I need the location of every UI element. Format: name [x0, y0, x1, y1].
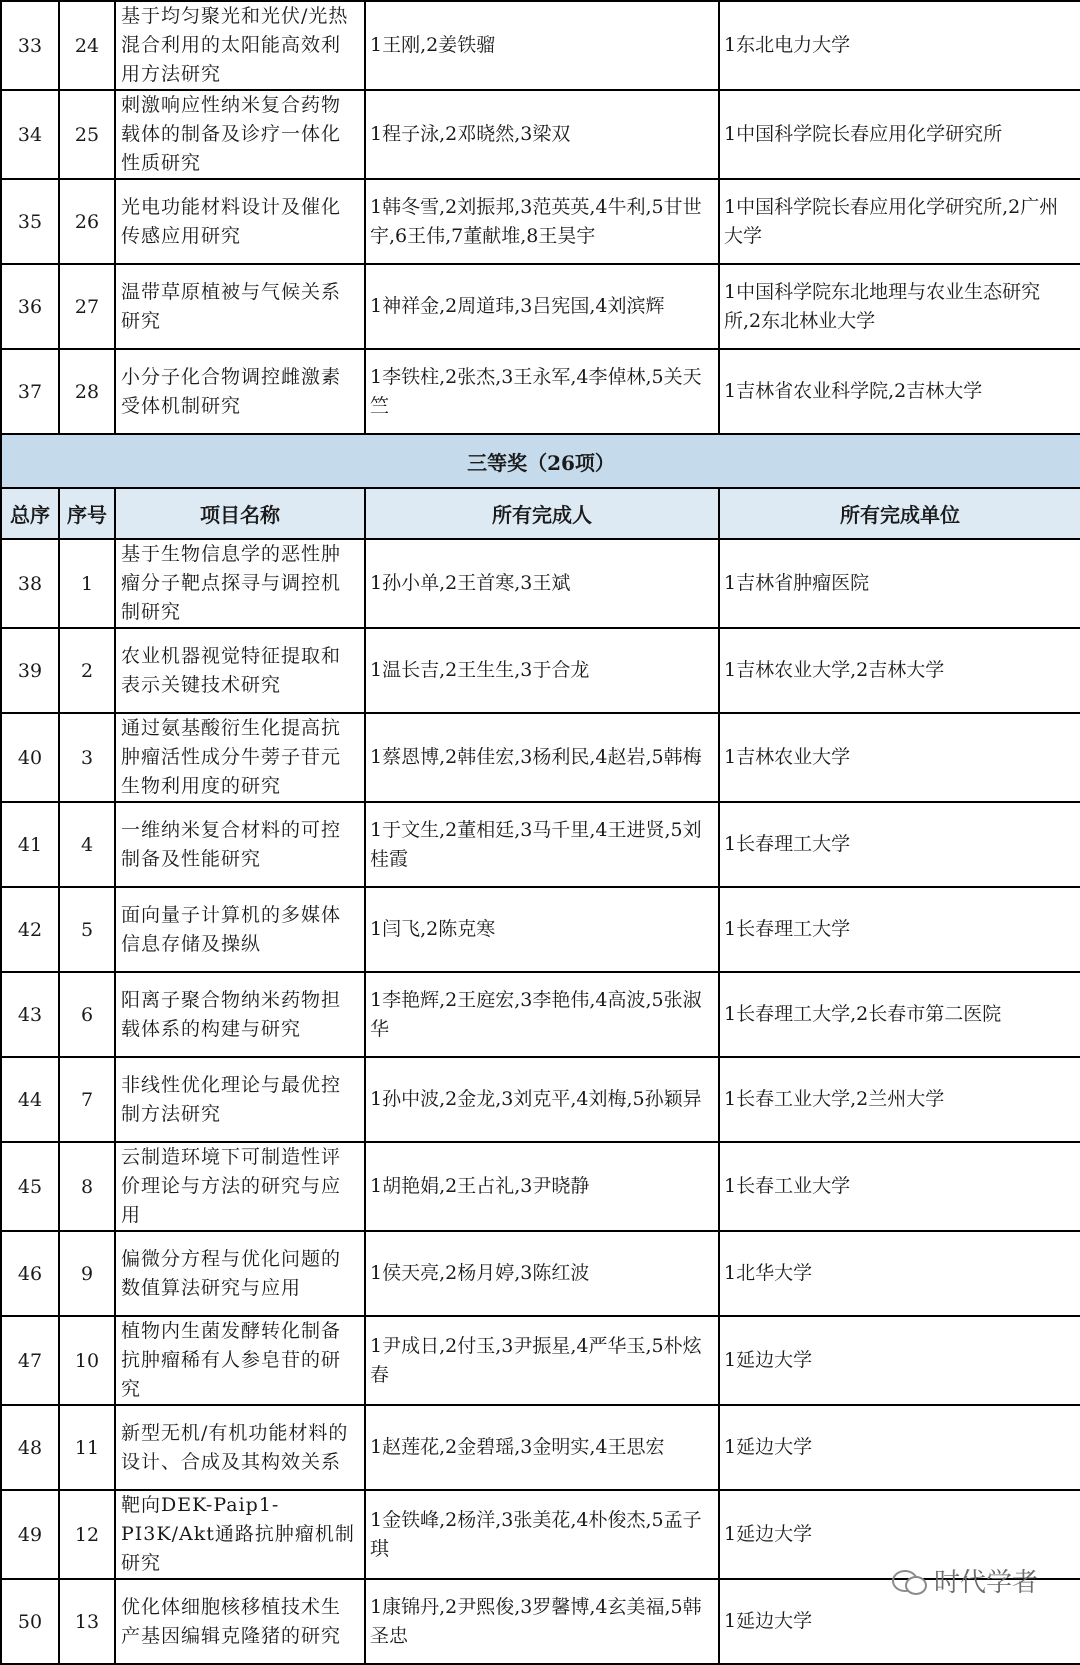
cell-people: 1蔡恩博,2韩佳宏,3杨利民,4赵岩,5韩梅 — [365, 713, 719, 802]
header-seq: 序号 — [59, 488, 115, 539]
table-body-top — [1, 1, 1080, 434]
cell-people: 1王刚,2姜铁骝 — [365, 1, 719, 90]
cell-people: 1于文生,2董相廷,3马千里,4王进贤,5刘桂霞 — [365, 802, 719, 887]
table-row — [1, 90, 1080, 179]
table-row — [1, 628, 1080, 713]
cell-people: 1康锦丹,2尹熙俊,3罗馨博,4玄美福,5韩圣忠 — [365, 1579, 719, 1664]
cell-seq: 5 — [59, 887, 115, 972]
watermark-text: 时代学者 — [933, 1568, 1038, 1598]
cell-total: 35 — [1, 179, 59, 264]
cell-seq: 26 — [59, 179, 115, 264]
cell-project-name: 优化体细胞核移植技术生产基因编辑克隆猪的研究 — [115, 1579, 365, 1664]
cell-org: 1长春理工大学 — [719, 802, 1080, 887]
header-people: 所有完成人 — [365, 488, 719, 539]
cell-total: 41 — [1, 802, 59, 887]
cell-org: 1长春工业大学,2兰州大学 — [719, 1057, 1080, 1142]
cell-seq: 6 — [59, 972, 115, 1057]
cell-org: 1中国科学院长春应用化学研究所 — [719, 90, 1080, 179]
cell-seq: 13 — [59, 1579, 115, 1664]
table-section — [1, 434, 1080, 539]
cell-total: 40 — [1, 713, 59, 802]
cell-total: 47 — [1, 1316, 59, 1405]
cell-total: 36 — [1, 264, 59, 349]
cell-project-name: 温带草原植被与气候关系研究 — [115, 264, 365, 349]
cell-org: 1长春工业大学 — [719, 1142, 1080, 1231]
cell-people: 1闫飞,2陈克寒 — [365, 887, 719, 972]
cell-total: 33 — [1, 1, 59, 90]
cell-org: 1延边大学 — [719, 1579, 1080, 1664]
cell-project-name: 面向量子计算机的多媒体信息存储及操纵 — [115, 887, 365, 972]
cell-org: 1东北电力大学 — [719, 1, 1080, 90]
table-row — [1, 264, 1080, 349]
section-row — [1, 434, 1080, 488]
cell-people: 1孙小单,2王首寒,3王斌 — [365, 539, 719, 628]
cell-people: 1神祥金,2周道玮,3吕宪国,4刘滨辉 — [365, 264, 719, 349]
cell-org: 1北华大学 — [719, 1231, 1080, 1316]
cell-total: 44 — [1, 1057, 59, 1142]
cell-seq: 1 — [59, 539, 115, 628]
cell-project-name: 光电功能材料设计及催化传感应用研究 — [115, 179, 365, 264]
table-row — [1, 1057, 1080, 1142]
wechat-icon — [892, 1568, 926, 1594]
cell-org: 1长春理工大学,2长春市第二医院 — [719, 972, 1080, 1057]
cell-people: 1李艳辉,2王庭宏,3李艳伟,4高波,5张淑华 — [365, 972, 719, 1057]
cell-seq: 25 — [59, 90, 115, 179]
watermark — [892, 1562, 1038, 1599]
cell-seq: 4 — [59, 802, 115, 887]
section-title: 三等奖（26项） — [1, 434, 1080, 488]
cell-seq: 27 — [59, 264, 115, 349]
table-row — [1, 887, 1080, 972]
table-row — [1, 972, 1080, 1057]
cell-org: 1吉林省肿瘤医院 — [719, 539, 1080, 628]
table-row — [1, 713, 1080, 802]
cell-total: 39 — [1, 628, 59, 713]
cell-org: 1延边大学 — [719, 1405, 1080, 1490]
cell-total: 50 — [1, 1579, 59, 1664]
cell-total: 38 — [1, 539, 59, 628]
cell-project-name: 刺激响应性纳米复合药物载体的制备及诊疗一体化性质研究 — [115, 90, 365, 179]
cell-people: 1温长吉,2王生生,3于合龙 — [365, 628, 719, 713]
cell-seq: 2 — [59, 628, 115, 713]
cell-org: 1中国科学院东北地理与农业生态研究所,2东北林业大学 — [719, 264, 1080, 349]
cell-org: 1延边大学 — [719, 1316, 1080, 1405]
cell-seq: 24 — [59, 1, 115, 90]
cell-project-name: 新型无机/有机功能材料的设计、合成及其构效关系 — [115, 1405, 365, 1490]
cell-project-name: 基于均匀聚光和光伏/光热混合利用的太阳能高效利用方法研究 — [115, 1, 365, 90]
cell-org: 1吉林农业大学,2吉林大学 — [719, 628, 1080, 713]
cell-seq: 11 — [59, 1405, 115, 1490]
header-row — [1, 488, 1080, 539]
cell-project-name: 非线性优化理论与最优控制方法研究 — [115, 1057, 365, 1142]
cell-people: 1胡艳娟,2王占礼,3尹晓静 — [365, 1142, 719, 1231]
cell-org: 1延边大学 — [719, 1490, 1080, 1579]
cell-org: 1长春理工大学 — [719, 887, 1080, 972]
cell-seq: 8 — [59, 1142, 115, 1231]
cell-seq: 12 — [59, 1490, 115, 1579]
cell-people: 1赵莲花,2金碧瑶,3金明实,4王思宏 — [365, 1405, 719, 1490]
header-org: 所有完成单位 — [719, 488, 1080, 539]
table-row — [1, 802, 1080, 887]
cell-total: 42 — [1, 887, 59, 972]
cell-project-name: 阳离子聚合物纳米药物担载体系的构建与研究 — [115, 972, 365, 1057]
table-row — [1, 179, 1080, 264]
cell-people: 1程子泳,2邓晓然,3梁双 — [365, 90, 719, 179]
header-name: 项目名称 — [115, 488, 365, 539]
cell-people: 1孙中波,2金龙,3刘克平,4刘梅,5孙颖异 — [365, 1057, 719, 1142]
cell-people: 1金铁峰,2杨洋,3张美花,4朴俊杰,5孟子琪 — [365, 1490, 719, 1579]
cell-total: 49 — [1, 1490, 59, 1579]
table-body-bottom — [1, 539, 1080, 1664]
table-row — [1, 1142, 1080, 1231]
cell-project-name: 基于生物信息学的恶性肿瘤分子靶点探寻与调控机制研究 — [115, 539, 365, 628]
cell-project-name: 植物内生菌发酵转化制备抗肿瘤稀有人参皂苷的研究 — [115, 1316, 365, 1405]
cell-project-name: 小分子化合物调控雌激素受体机制研究 — [115, 349, 365, 434]
cell-total: 43 — [1, 972, 59, 1057]
cell-org: 1吉林农业大学 — [719, 713, 1080, 802]
table-row — [1, 349, 1080, 434]
cell-people: 1韩冬雪,2刘振邦,3范英英,4牛利,5甘世宇,6王伟,7董献堆,8王昊宇 — [365, 179, 719, 264]
cell-project-name: 靶向DEK-Paip1-PI3K/Akt通路抗肿瘤机制研究 — [115, 1490, 365, 1579]
cell-org: 1中国科学院长春应用化学研究所,2广州大学 — [719, 179, 1080, 264]
cell-people: 1侯天亮,2杨月婷,3陈红波 — [365, 1231, 719, 1316]
cell-project-name: 通过氨基酸衍生化提高抗肿瘤活性成分牛蒡子苷元生物利用度的研究 — [115, 713, 365, 802]
cell-seq: 7 — [59, 1057, 115, 1142]
table-row — [1, 539, 1080, 628]
cell-total: 46 — [1, 1231, 59, 1316]
cell-total: 45 — [1, 1142, 59, 1231]
cell-people: 1尹成日,2付玉,3尹振星,4严华玉,5朴炫春 — [365, 1316, 719, 1405]
cell-total: 48 — [1, 1405, 59, 1490]
cell-project-name: 偏微分方程与优化问题的数值算法研究与应用 — [115, 1231, 365, 1316]
cell-total: 37 — [1, 349, 59, 434]
cell-people: 1李铁柱,2张杰,3王永军,4李倬林,5关天竺 — [365, 349, 719, 434]
cell-project-name: 云制造环境下可制造性评价理论与方法的研究与应用 — [115, 1142, 365, 1231]
cell-project-name: 农业机器视觉特征提取和表示关键技术研究 — [115, 628, 365, 713]
cell-total: 34 — [1, 90, 59, 179]
cell-seq: 9 — [59, 1231, 115, 1316]
table-row — [1, 1, 1080, 90]
table-row — [1, 1405, 1080, 1490]
header-total: 总序 — [1, 488, 59, 539]
cell-project-name: 一维纳米复合材料的可控制备及性能研究 — [115, 802, 365, 887]
table-row — [1, 1316, 1080, 1405]
cell-seq: 3 — [59, 713, 115, 802]
cell-seq: 28 — [59, 349, 115, 434]
cell-seq: 10 — [59, 1316, 115, 1405]
cell-org: 1吉林省农业科学院,2吉林大学 — [719, 349, 1080, 434]
table-row — [1, 1231, 1080, 1316]
